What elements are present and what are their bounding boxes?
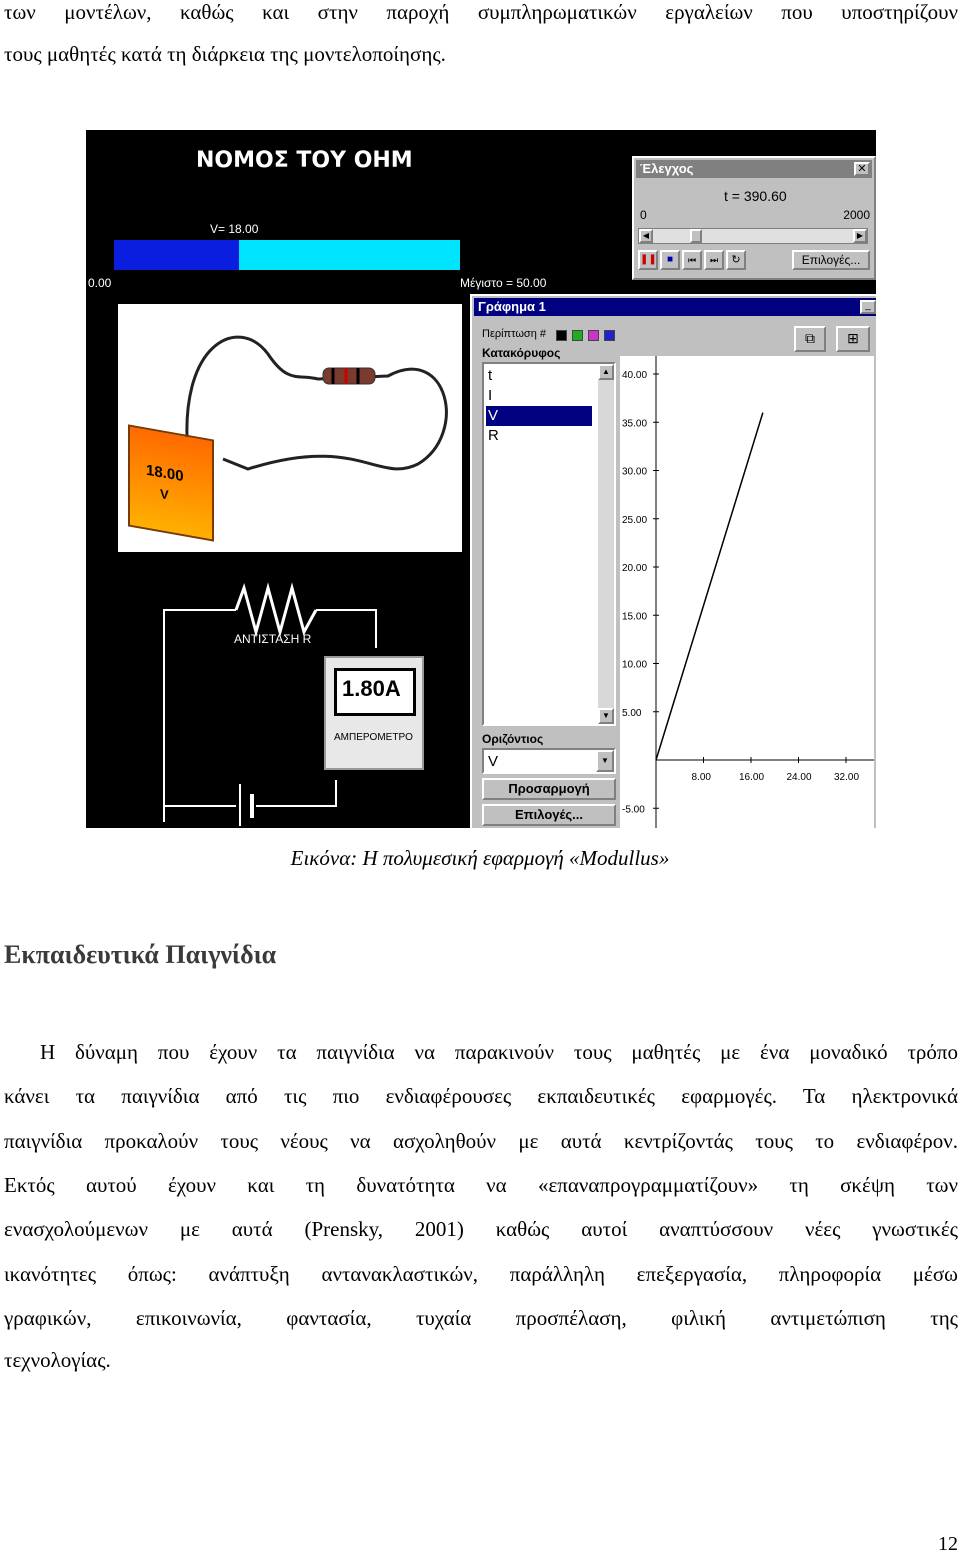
modellus-screenshot xyxy=(86,130,876,828)
body-text-line: των μοντέλων, καθώς και στην παροχή συμπληρωματικών εργαλείων που υποστηρίζουν xyxy=(4,0,958,24)
ammeter-label: ΑΜΠΕΡΟΜΕΤΡΟ xyxy=(334,732,413,743)
fit-button[interactable]: Προσαρμογή xyxy=(482,778,616,800)
slider-min-label: 0.00 xyxy=(88,276,112,290)
y-tick-label: 40.00 xyxy=(622,370,648,381)
battery-icon xyxy=(128,424,214,541)
y-tick-label: 5.00 xyxy=(622,707,642,719)
slider-max-label: Μέγιστο = 50.00 xyxy=(460,276,547,290)
figure-title: ΝΟΜΟΣ ΤΟΥ ΟΗΜ xyxy=(196,148,413,173)
time-scrollbar[interactable] xyxy=(638,228,868,244)
listbox-item[interactable]: I xyxy=(488,387,493,404)
body-text-line: ικανότητες όπως: ανάπτυξη αντανακλαστικών, παράλληλη επεξεργασία, πληροφορία μέσω xyxy=(4,1261,958,1286)
case-color-2[interactable] xyxy=(572,330,583,341)
scroll-left-icon[interactable]: ◀ xyxy=(639,229,653,243)
y-tick-label: 20.00 xyxy=(622,563,648,574)
graph-window xyxy=(470,294,876,828)
y-tick-label: 25.00 xyxy=(622,514,648,526)
listbox-item[interactable]: R xyxy=(488,427,499,444)
voltage-label: V= 18.00 xyxy=(210,222,259,236)
circuit-illustration xyxy=(118,304,462,552)
close-icon[interactable]: ✕ xyxy=(854,162,870,176)
horizontal-label: Οριζόντιος xyxy=(482,732,544,746)
body-text-last-line: τεχνολογίας. xyxy=(4,1348,111,1372)
listbox-item[interactable]: t xyxy=(488,367,493,384)
resistor-label: ΑΝΤΙΣΤΑΣΗ R xyxy=(234,632,312,646)
body-text-line: γραφικών, επικοινωνία, φαντασία, τυχαία προσπέλαση, φιλική αντιμετώπιση της xyxy=(4,1305,958,1330)
plot-svg xyxy=(620,356,874,828)
range-min: 0 xyxy=(640,208,647,222)
ammeter xyxy=(324,656,424,770)
y-tick-label: 35.00 xyxy=(622,418,648,430)
page-number: 12 xyxy=(938,1533,958,1555)
horizontal-select-value: V xyxy=(488,753,499,770)
step-back-icon[interactable]: ⏮ xyxy=(682,250,702,270)
control-title: Έλεγχος xyxy=(640,161,694,176)
case-color-3[interactable] xyxy=(588,330,599,341)
graph-options-button[interactable]: Επιλογές... xyxy=(482,804,616,826)
scroll-down-icon[interactable]: ▼ xyxy=(598,708,614,724)
copy-icon[interactable]: ⧉ xyxy=(794,326,826,352)
scroll-right-icon[interactable]: ▶ xyxy=(853,229,867,243)
stop-icon[interactable]: ■ xyxy=(660,250,680,270)
x-tick-label: 32.00 xyxy=(834,772,860,783)
vertical-label: Κατακόρυφος xyxy=(482,346,561,360)
control-window xyxy=(632,156,876,280)
step-forward-icon[interactable]: ⏭ xyxy=(704,250,724,270)
minimize-icon[interactable]: _ xyxy=(860,300,876,314)
battery-unit: V xyxy=(160,486,169,503)
vertical-listbox[interactable] xyxy=(482,362,616,726)
case-color-1[interactable] xyxy=(556,330,567,341)
layout-icon[interactable]: ⊞ xyxy=(836,326,870,352)
time-readout: t = 390.60 xyxy=(724,188,787,204)
body-text-line: Η δύναμη που έχουν τα παιγνίδια να παρακινούν τους μαθητές με ένα μοναδικό τρόπο xyxy=(40,1040,958,1064)
control-options-button[interactable]: Επιλογές... xyxy=(792,250,870,270)
case-color-4[interactable] xyxy=(604,330,615,341)
voltage-slider-track[interactable] xyxy=(114,240,460,270)
battery-value: 18.00 xyxy=(146,461,184,486)
replay-icon[interactable]: ↻ xyxy=(726,250,746,270)
body-text-line: κάνει τα παιγνίδια από τις πιο ενδιαφέρουσες εκπαιδευτικές εφαρμογές. Τα ηλεκτρονικά xyxy=(4,1084,958,1109)
time-slider-thumb[interactable] xyxy=(690,229,702,243)
figure-caption: Εικόνα: Η πολυμεσική εφαρμογή «Modullus» xyxy=(290,846,670,870)
dropdown-arrow-icon[interactable]: ▼ xyxy=(596,750,614,772)
y-tick-label: 30.00 xyxy=(622,466,648,478)
graph-titlebar xyxy=(474,298,876,316)
case-label: Περίπτωση # xyxy=(482,328,546,340)
body-text-line: παιγνίδια προκαλούν τους νέους να ασχοληθούν με αυτά κεντρίζοντάς τους το ενδιαφέρον. xyxy=(4,1128,958,1153)
x-tick-label: 24.00 xyxy=(786,772,812,783)
ammeter-value: 1.80A xyxy=(342,676,401,701)
control-titlebar xyxy=(636,160,872,178)
section-heading: Εκπαιδευτικά Παιγνίδια xyxy=(4,940,277,969)
x-tick-label: 16.00 xyxy=(739,772,765,783)
graph-plot-area xyxy=(620,356,874,828)
listbox-item[interactable]: V xyxy=(486,406,592,426)
scroll-up-icon[interactable]: ▲ xyxy=(598,364,614,380)
series-line xyxy=(656,413,763,760)
body-text-line: τους μαθητές κατά τη διάρκεια της μοντελοποίησης. xyxy=(4,42,446,66)
y-tick-label: 15.00 xyxy=(622,611,648,623)
y-tick-label: 10.00 xyxy=(622,659,648,671)
graph-title: Γράφημα 1 xyxy=(478,299,546,314)
horizontal-select[interactable] xyxy=(482,748,616,774)
range-max: 2000 xyxy=(843,208,870,222)
body-text-line: Εκτός αυτού έχουν και τη δυνατότητα να «επαναπρογραμματίζουν» τη σκέψη των xyxy=(4,1172,958,1197)
listbox-scrollbar[interactable] xyxy=(598,364,614,724)
pause-icon[interactable]: ❚❚ xyxy=(638,250,658,270)
y-tick-label: -5.00 xyxy=(622,804,645,816)
voltage-slider-fill xyxy=(114,240,239,270)
x-tick-label: 8.00 xyxy=(691,772,711,783)
body-text-line: ενασχολούμενων με αυτά (Prensky, 2001) καθώς αυτοί αναπτύσσουν νέες γνωστικές xyxy=(4,1217,958,1242)
